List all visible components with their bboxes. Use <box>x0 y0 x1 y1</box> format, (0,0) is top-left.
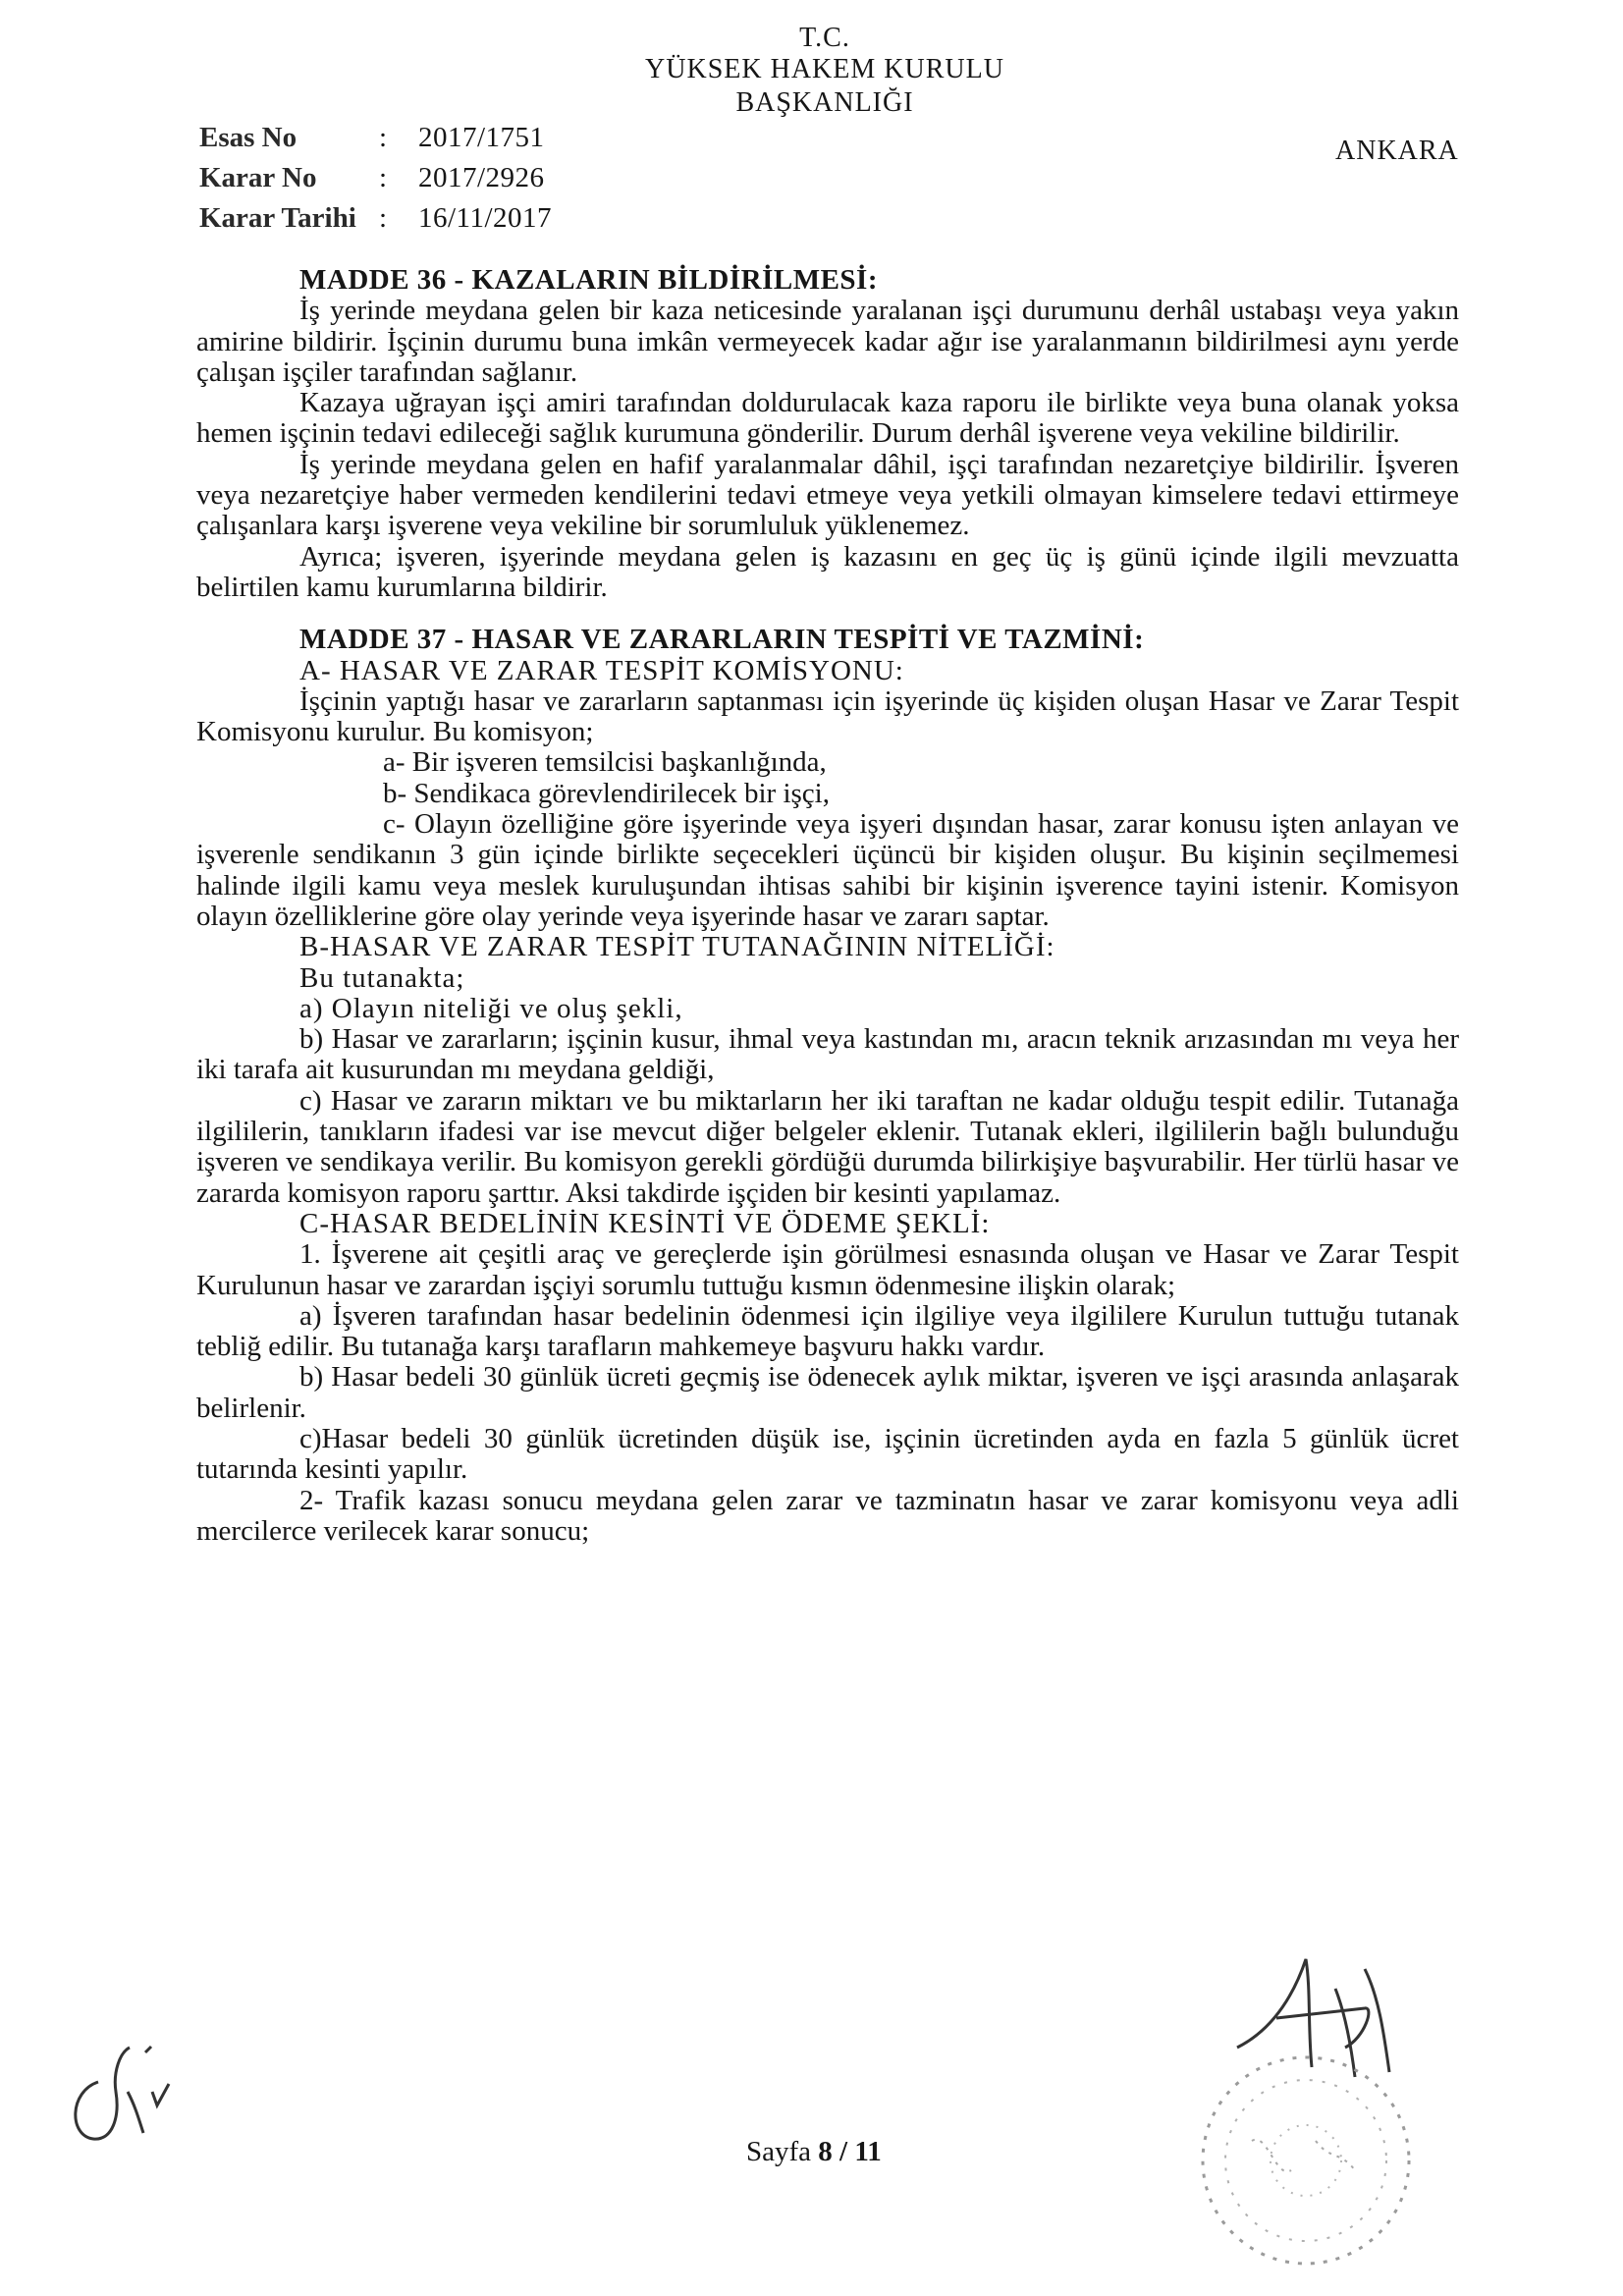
document-body <box>196 265 1459 1547</box>
section-b-item: c) Hasar ve zararın miktarı ve bu miktarların her iki taraftan ne kadar olduğu tespit edilir. Tutanağa ilgililerin, tanıkların ifadesi var ise mevcut diğer belgeler eklenir. Tutanak ekleri, ilgililerin bağlı bulunduğu işveren ve sendikaya verilir. Bu komisyon gerekli gördüğü durumda bilirkişiye başvurabilir. Her türlü hasar ve zararda komisyon raporu şarttır. Aksi takdirde işçiden bir kesinti yapılamaz. <box>196 1084 1459 1209</box>
header-city: ANKARA <box>1335 136 1459 166</box>
handwritten-initials <box>59 2023 226 2151</box>
case-metadata <box>199 118 552 239</box>
section-c-item: 1. İşverene ait çeşitli araç ve gereçlerde işin görülmesi esnasında oluşan ve Hasar ve Zarar Tespit Kurulunun hasar ve zarardan işçiyi sorumlu tuttuğu kısmın ödenmesine ilişkin olarak; <box>196 1238 1459 1301</box>
section-c-item: 2- Trafik kazası sonucu meydana gelen zarar ve tazminatın hasar ve zarar komisyonu veya adli mercilerce verilecek karar sonucu; <box>196 1484 1459 1547</box>
section-a-item: c- Olayın özelliğine göre işyerinde veya işyeri dışından hasar, zarar konusu işten anlayan ve işverenle sendikanın 3 gün içinde birlikte seçecekleri üçüncü bir kişiden oluşur. Bu kişinin seçilmemesi halinde ilgili kamu veya meslek kuruluşundan ihtisas sahibi bir kişinin işverence tayini istenir. Komisyon olayın özelliklerine göre olay yerinde veya işyerinde hasar ve zararı saptar. <box>196 808 1459 932</box>
article37-heading: MADDE 37 - HASAR VE ZARARLARIN TESPİTİ VE TAZMİNİ: <box>299 624 1145 656</box>
meta-label: Karar No <box>199 162 317 193</box>
article36-paragraph: Ayrıca; işveren, işyerinde meydana gelen iş kazasını en geç üç iş günü içinde ilgili mevzuatta belirtilen kamu kurumlarına bildirir. <box>196 540 1459 603</box>
meta-label: Karar Tarihi <box>199 202 356 234</box>
meta-value: 2017/1751 <box>418 122 545 153</box>
meta-value: 16/11/2017 <box>418 202 553 234</box>
meta-row-karar-tarihi <box>199 198 552 239</box>
section-gap <box>196 603 1459 625</box>
section-b-intro: Bu tutanakta; <box>299 961 465 994</box>
section-a-item: b- Sendikaca görevlendirilecek bir işçi, <box>383 777 830 809</box>
section-c-title: C-HASAR BEDELİNİN KESİNTİ VE ÖDEME ŞEKLİ: <box>299 1207 991 1239</box>
official-stamp <box>1159 2043 1453 2278</box>
meta-row-karar <box>199 158 552 198</box>
article36-paragraph: İş yerinde meydana gelen bir kaza neticesinde yaralanan işçi durumunu derhâl ustabaşı veya yakın amirine bildirir. İşçinin durumu buna imkân vermeyecek kadar ağır ise yaralanmanın bildirilmesi aynı yerde çalışan işçiler tarafından sağlanır. <box>196 295 1459 388</box>
meta-colon: : <box>379 202 388 234</box>
section-a-intro: İşçinin yaptığı hasar ve zararların saptanması için işyerinde üç kişiden oluşan Hasar ve Zarar Tespit Komisyonu kurulur. Bu komisyon; <box>196 684 1459 748</box>
header-country: T.C. <box>799 23 850 53</box>
section-a-item: a- Bir işveren temsilcisi başkanlığında, <box>383 746 827 779</box>
page-number: 8 / 11 <box>818 2136 882 2167</box>
meta-value: 2017/2926 <box>418 162 545 193</box>
meta-colon: : <box>379 122 388 153</box>
meta-row-esas <box>199 118 552 158</box>
article36-heading: MADDE 36 - KAZALARIN BİLDİRİLMESİ: <box>299 264 878 296</box>
article36-paragraph: İş yerinde meydana gelen en hafif yaralanmalar dâhil, işçi tarafından nezaretçiye bildirilir. İşveren veya nezaretçiye haber vermeden kendilerini tedavi etmeye veya yetkili olmayan kimselere tedavi ettirmeye çalışanlara karşı işverene veya vekiline bir sorumluluk yüklenemez. <box>196 448 1459 542</box>
meta-label: Esas No <box>199 122 298 153</box>
header-department: BAŞKANLIĞI <box>735 87 914 118</box>
article36-paragraph: Kazaya uğrayan işçi amiri tarafından doldurulacak kaza raporu ile birlikte veya buna olanak yoksa hemen işçinin tedavi edileceği sağlık kurumuna gönderilir. Durum derhâl işverene veya vekiline bildirilir. <box>196 387 1459 450</box>
meta-colon: : <box>379 162 388 193</box>
page-label: Sayfa <box>746 2136 812 2167</box>
section-a-title: A- HASAR VE ZARAR TESPİT KOMİSYONU: <box>299 654 904 686</box>
header-organization: YÜKSEK HAKEM KURULU <box>645 54 1004 84</box>
section-b-item: b) Hasar ve zararların; işçinin kusur, ihmal veya kastından mı, aracın teknik arızasından mı veya her iki tarafa ait kusurundan mı meydana geldiği, <box>196 1023 1459 1086</box>
section-c-item: b) Hasar bedeli 30 günlük ücreti geçmiş ise ödenecek aylık miktar, işveren ve işçi arasında anlaşarak belirlenir. <box>196 1361 1459 1424</box>
section-c-item: a) İşveren tarafından hasar bedelinin ödenmesi için ilgiliye veya ilgililere Kurulun tuttuğu tutanak tebliğ edilir. Bu tutanağa karşı tarafların mahkemeye başvuru hakkı vardır. <box>196 1299 1459 1363</box>
section-b-item: a) Olayın niteliği ve oluş şekli, <box>299 992 683 1024</box>
section-c-item: c)Hasar bedeli 30 günlük ücretinden düşük ise, işçinin ücretinden ayda en fazla 5 günlük ücret tutarında kesinti yapılır. <box>196 1422 1459 1486</box>
section-b-title: B-HASAR VE ZARAR TESPİT TUTANAĞININ NİTELİĞİ: <box>299 931 1055 963</box>
page-footer <box>746 2136 882 2168</box>
